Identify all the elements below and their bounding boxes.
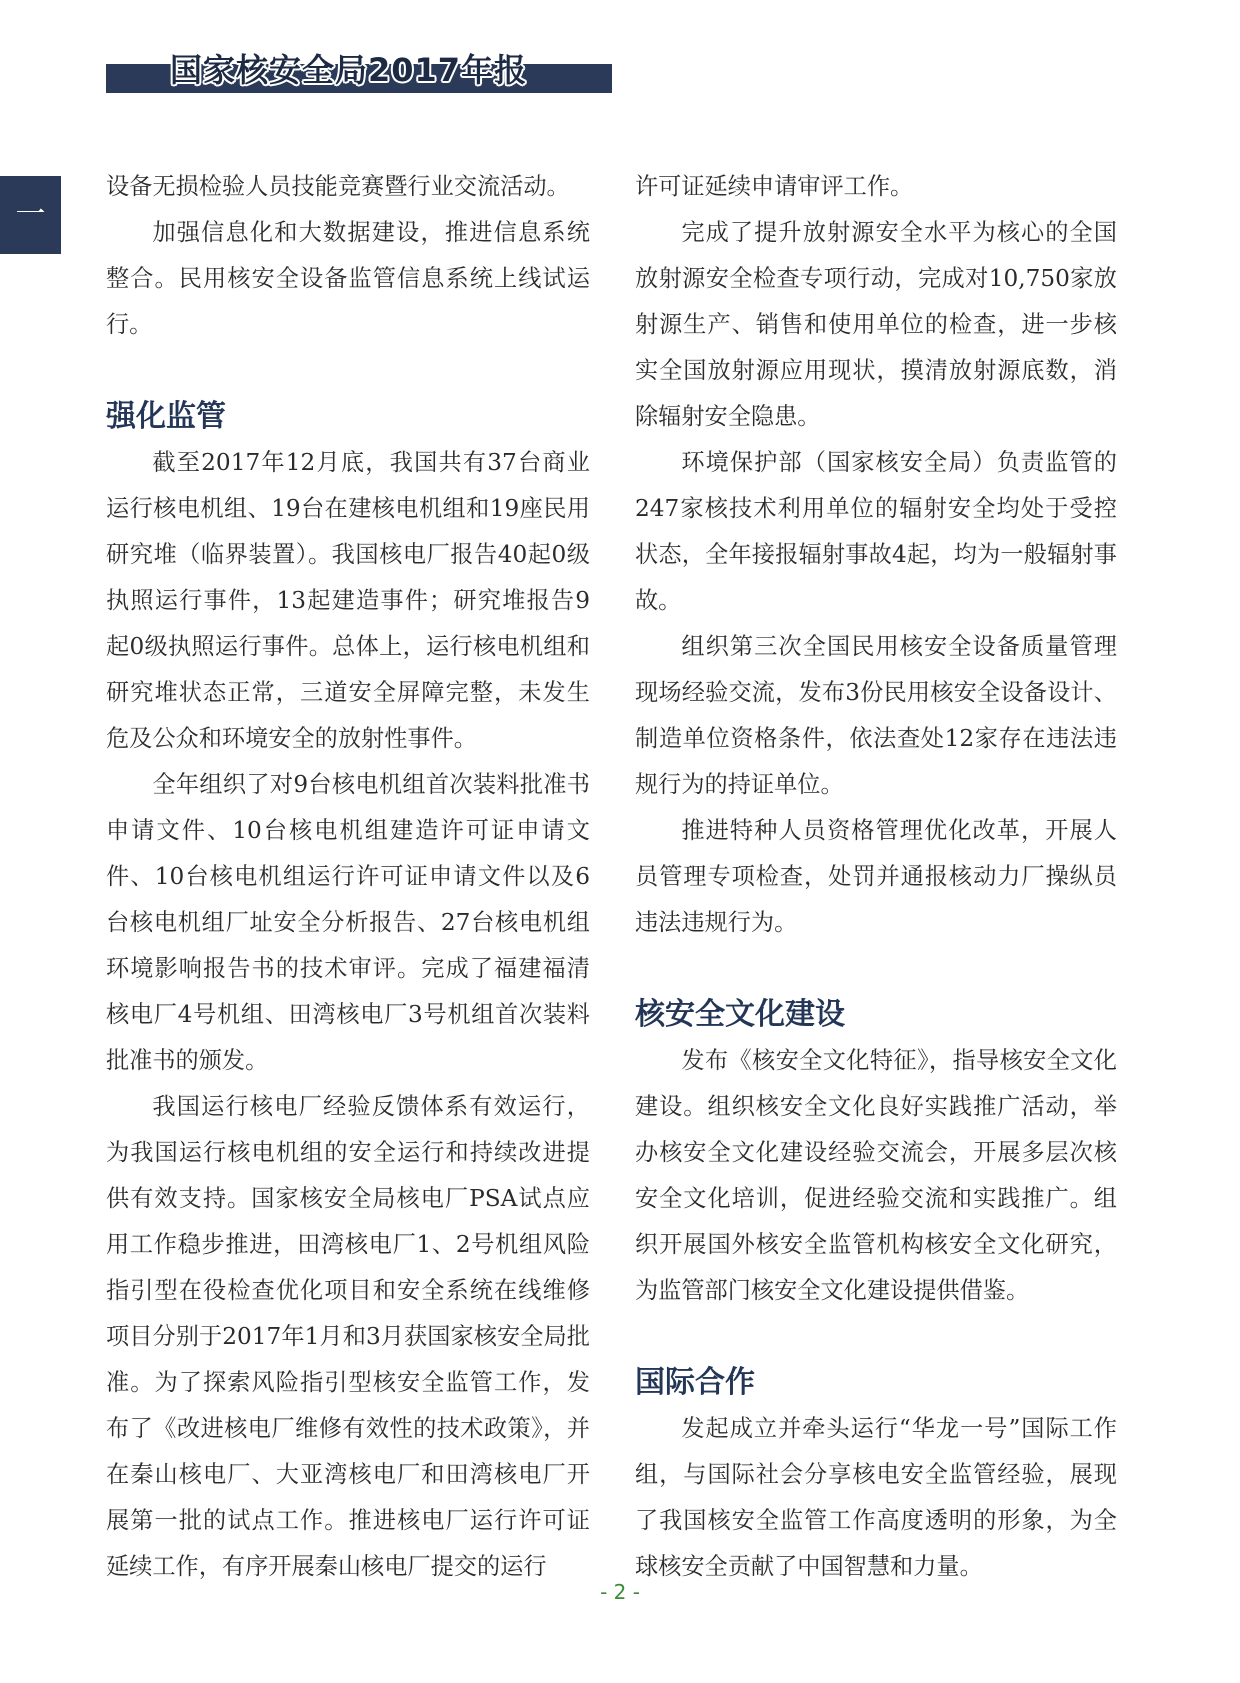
chapter-tab [0, 176, 61, 254]
paragraph-feedback: 我国运行核电厂经验反馈体系有效运行，为我国运行核电机组的安全运行和持续改进提供有效支持。国家核安全局核电厂PSA试点应用工作稳步推进，田湾核电厂1、2号机组风险指引型在役检查优化项目和安全系统在线维修项目分别于2017年1月和3月获国家核安全局批准。为了探索风险指引型核安全监管工作，发布了《改进核电厂维修有效性的技术政策》，并在秦山核电厂、大亚湾核电厂和田湾核电厂开展第一批的试点工作。推进核电厂运行许可证延续工作，有序开展秦山核电厂提交的运行 [106, 1093, 590, 1580]
page-number: - 2 - [600, 1580, 640, 1604]
section-heading-culture: 核安全文化建设 [635, 997, 845, 1032]
section-heading-international: 国际合作 [635, 1365, 755, 1400]
paragraph-culture: 发布《核安全文化特征》，指导核安全文化建设。组织核安全文化良好实践推广活动，举办核安全文化建设经验交流会，开展多层次核安全文化培训，促进经验交流和实践推广。组织开展国外核安全监管机构核安全文化研究，为监管部门核安全文化建设提供借鉴。 [635, 1047, 1117, 1304]
paragraph-informatization: 加强信息化和大数据建设，推进信息系统整合。民用核安全设备监管信息系统上线试运行。 [106, 219, 590, 338]
paragraph-status: 截至2017年12月底，我国共有37台商业运行核电机组、19台在建核电机组和19座民用研究堆（临界装置）。我国核电厂报告40起0级执照运行事件，13起建造事件；研究堆报告9起0级执照运行事件。总体上，运行核电机组和研究堆状态正常，三道安全屏障完整，未发生危及公众和环境安全的放射性事件。 [106, 449, 590, 752]
section-heading-regulation: 强化监管 [106, 399, 226, 434]
right-column [635, 164, 1117, 1590]
paragraph-review: 全年组织了对9台核电机组首次装料批准书申请文件、10台核电机组建造许可证申请文件、10台核电机组运行许可证申请文件以及6台核电机组厂址安全分析报告、27台核电机组环境影响报告书的技术审评。完成了福建福清核电厂4号机组、田湾核电厂3号机组首次装料批准书的颁发。 [106, 771, 590, 1074]
paragraph-continued: 设备无损检验人员技能竞赛暨行业交流活动。 [106, 173, 570, 200]
report-title: 国家核安全局2017年报 [170, 51, 528, 89]
paragraph-personnel: 推进特种人员资格管理优化改革，开展人员管理专项检查，处罚并通报核动力厂操纵员违法违规行为。 [635, 817, 1117, 936]
paragraph-radiation-safety: 环境保护部（国家核安全局）负责监管的247家核技术利用单位的辐射安全均处于受控状态，全年接报辐射事故4起，均为一般辐射事故。 [635, 449, 1117, 614]
left-column [106, 164, 590, 1590]
chapter-tab-label: 一 [15, 197, 46, 232]
paragraph-continued: 许可证延续申请审评工作。 [635, 173, 914, 200]
paragraph-radiation-source: 完成了提升放射源安全水平为核心的全国放射源安全检查专项行动，完成对10,750家放射源生产、销售和使用单位的检查，进一步核实全国放射源应用现状，摸清放射源底数，消除辐射安全隐患。 [635, 219, 1117, 430]
paragraph-international: 发起成立并牵头运行“华龙一号”国际工作组，与国际社会分享核电安全监管经验，展现了我国核安全监管工作高度透明的形象，为全球核安全贡献了中国智慧和力量。 [635, 1415, 1117, 1580]
paragraph-equipment: 组织第三次全国民用核安全设备质量管理现场经验交流，发布3份民用核安全设备设计、制造单位资格条件，依法查处12家存在违法违规行为的持证单位。 [635, 633, 1117, 798]
